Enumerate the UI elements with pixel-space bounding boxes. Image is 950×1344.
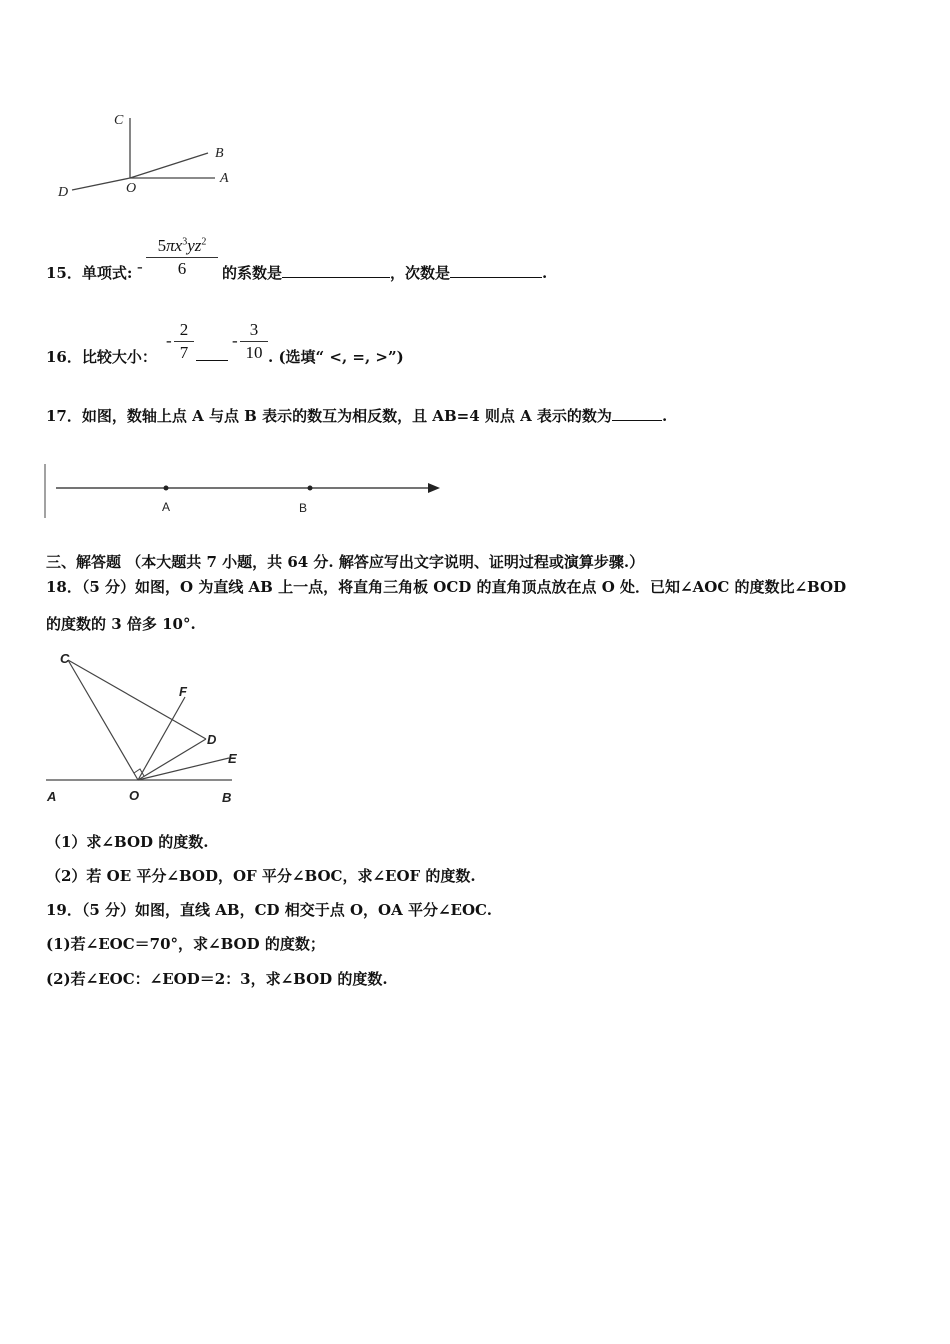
q16-number: 16． [46, 348, 82, 366]
segment-od [138, 739, 206, 780]
label-o: O [126, 181, 137, 196]
question-17 [46, 405, 667, 426]
q18-part-1: （1）求∠BOD 的度数. [46, 833, 209, 851]
q18-line-1: 18．（5 分）如图，O 为直线 AB 上一点，将直角三角板 OCD 的直角顶点放在点 O 处．已知∠AOC 的度数比∠BOD [46, 578, 847, 596]
ray-oe [138, 758, 229, 780]
label-d: D [58, 185, 69, 200]
q15-rest [222, 262, 547, 283]
q16-fraction-1: 2 7 [174, 320, 194, 363]
label-point-a: A [162, 500, 171, 514]
q17-end: . [661, 407, 668, 425]
q19-part-2: (2)若∠EOC：∠EOD＝2：3，求∠BOD 的度数. [46, 970, 388, 988]
q15-minus: - [137, 257, 143, 276]
q18-line-2: 的度数的 3 倍多 10°. [46, 615, 196, 633]
angle-diagram-top [50, 100, 250, 205]
q15-end: . [542, 264, 548, 282]
label-b: B [215, 146, 224, 161]
label-d: D [207, 732, 217, 747]
label-o: O [129, 788, 140, 803]
point-b [308, 486, 313, 491]
label-c: C [114, 113, 124, 128]
axis-arrow [428, 483, 440, 493]
q15-degree-text: ，次数是 [390, 264, 451, 282]
triangle-diagram [42, 645, 252, 810]
label-e: E [228, 751, 237, 766]
q16-minus-1: - [166, 331, 172, 350]
q18-part-2: （2）若 OE 平分∠BOD，OF 平分∠BOC，求∠EOF 的度数. [46, 867, 476, 885]
ray-ob [130, 153, 208, 178]
label-a: A [47, 789, 57, 804]
number-line [40, 460, 450, 522]
label-b: B [222, 790, 232, 805]
q15-fraction [146, 236, 218, 279]
label-f: F [179, 684, 187, 699]
segment-oc [68, 660, 138, 780]
q16-prefix: 比较大小： [81, 348, 157, 366]
q19-part-1: (1)若∠EOC＝70°，求∠BOD 的度数； [46, 935, 325, 953]
q17-text: 17．如图，数轴上点 A 与点 B 表示的数互为相反数，且 AB=4 则点 A 表示的数为 [46, 407, 612, 425]
label-point-b: B [299, 501, 308, 515]
point-a [164, 486, 169, 491]
q19-line-1: 19．（5 分）如图，直线 AB，CD 相交于点 O，OA 平分∠EOC. [46, 901, 492, 919]
q15-number: 15． [46, 264, 82, 282]
q15-numerator: $5\pi x^3yz^2$ [157, 236, 207, 255]
q15-coef-text: 的系数是 [222, 264, 283, 282]
label-a: A [220, 171, 229, 186]
q15-prefix: 单项式: [81, 264, 133, 282]
q16-blank [196, 348, 228, 361]
label-c: C [60, 651, 70, 666]
q15-denominator: 6 [177, 259, 187, 278]
q15-degree-blank [450, 265, 542, 278]
ray-od [72, 178, 130, 190]
segment-cd [68, 660, 206, 739]
section-heading: 三、解答题 （本大题共 7 小题，共 64 分. 解答应写出文字说明、证明过程或演算步骤.） [46, 553, 645, 571]
q16-fraction-2: 3 10 [240, 320, 268, 363]
q15-coef-blank [282, 265, 390, 278]
question-15 [46, 262, 132, 283]
q17-blank [612, 408, 662, 421]
q16-suffix: . (选填“ <, =, >”) [268, 348, 404, 366]
question-16 [46, 346, 157, 367]
q16-minus-2: - [232, 331, 238, 350]
ray-of [138, 697, 185, 780]
